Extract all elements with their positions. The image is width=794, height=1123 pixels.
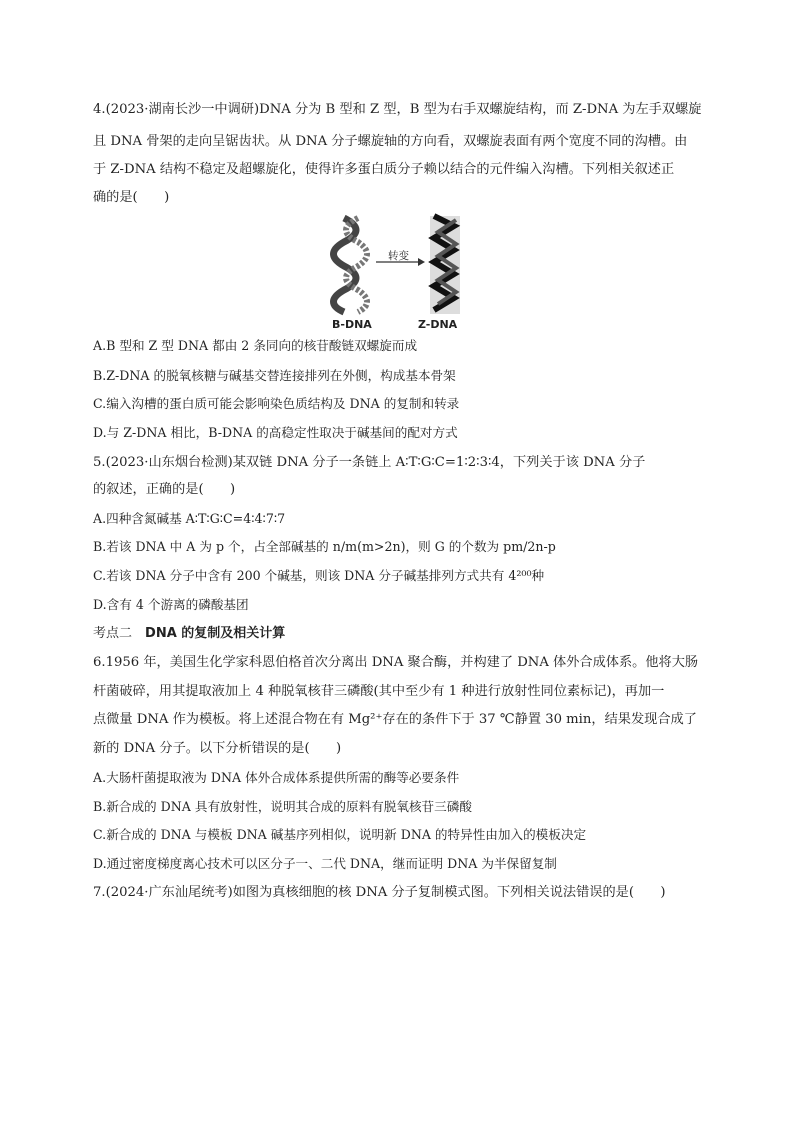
section-heading	[93, 625, 285, 643]
q5-option-c: C.若该 DNA 分子中含有 200 个碱基，则该 DNA 分子碱基排列方式共有 4²⁰⁰种	[93, 568, 545, 583]
q4-option-a: A.B 型和 Z 型 DNA 都由 2 条同向的核苷酸链双螺旋而成	[93, 338, 418, 353]
q6-option-d: D.通过密度梯度离心技术可以区分子一、二代 DNA，继而证明 DNA 为半保留复制	[93, 856, 557, 871]
q6-line-2: 杆菌破碎，用其提取液加上 4 种脱氧核苷三磷酸(其中至少有 1 种进行放射性同位素标记)，再加一	[93, 684, 665, 699]
section-title: DNA 的复制及相关计算	[145, 626, 286, 641]
arrow-label: 转变	[388, 250, 409, 262]
q4-line-2: 且 DNA 骨架的走向呈锯齿状。从 DNA 分子螺旋轴的方向看，双螺旋表面有两个宽度不同的沟槽。由	[93, 134, 688, 149]
q4-option-c: C.编入沟槽的蛋白质可能会影响染色质结构及 DNA 的复制和转录	[93, 396, 460, 411]
section-prefix: 考点二	[93, 626, 133, 641]
q6-line-3: 点微量 DNA 作为模板。将上述混合物在有 Mg²⁺存在的条件下于 37 ℃静置 30 min，结果发现合成了	[93, 712, 697, 727]
dna-helix-illustration	[330, 212, 470, 317]
q6-option-a: A.大肠杆菌提取液为 DNA 体外合成体系提供所需的酶等必要条件	[93, 770, 460, 785]
b-dna-label: B-DNA	[332, 318, 372, 331]
q4-option-d: D.与 Z-DNA 相比，B-DNA 的高稳定性取决于碱基间的配对方式	[93, 425, 458, 440]
dna-conversion-figure	[330, 212, 470, 332]
q4-line-1: 4.(2023·湖南长沙一中调研)DNA 分为 B 型和 Z 型，B 型为右手双螺旋结构，而 Z-DNA 为左手双螺旋	[93, 102, 702, 117]
q6-option-b: B.新合成的 DNA 具有放射性，说明其合成的原料有脱氧核苷三磷酸	[93, 799, 472, 814]
q5-option-b: B.若该 DNA 中 A 为 p 个，占全部碱基的 n/m(m>2n)，则 G 的个数为 pm/2n-p	[93, 539, 556, 554]
b-dna-helix	[334, 218, 368, 312]
q6-line-1: 6.1956 年，美国生化学家科恩伯格首次分离出 DNA 聚合酶，并构建了 DNA 体外合成体系。他将大肠	[93, 655, 699, 670]
q4-line-4: 确的是( )	[93, 190, 170, 205]
q5-line-1: 5.(2023·山东烟台检测)某双链 DNA 分子一条链上 A∶T∶G∶C=1∶2∶3∶4，下列关于该 DNA 分子	[93, 455, 646, 470]
q4-line-3: 于 Z-DNA 结构不稳定及超螺旋化，使得许多蛋白质分子赖以结合的元件编入沟槽。下列相关叙述正	[93, 162, 675, 177]
q5-line-2: 的叙述，正确的是( )	[93, 482, 236, 497]
q5-option-d: D.含有 4 个游离的磷酸基团	[93, 597, 249, 612]
q7-line-1: 7.(2024·广东汕尾统考)如图为真核细胞的核 DNA 分子复制模式图。下列相关说法错误的是( )	[93, 885, 666, 900]
z-dna-label: Z-DNA	[418, 318, 458, 331]
z-dna-helix	[430, 216, 460, 314]
q6-line-4: 新的 DNA 分子。以下分析错误的是( )	[93, 741, 342, 756]
q6-option-c: C.新合成的 DNA 与模板 DNA 碱基序列相似，说明新 DNA 的特异性由加入的模板决定	[93, 827, 587, 842]
q4-option-b: B.Z-DNA 的脱氧核糖与碱基交替连接排列在外侧，构成基本骨架	[93, 368, 456, 383]
q5-option-a: A.四种含氮碱基 A∶T∶G∶C=4∶4∶7∶7	[93, 511, 286, 526]
